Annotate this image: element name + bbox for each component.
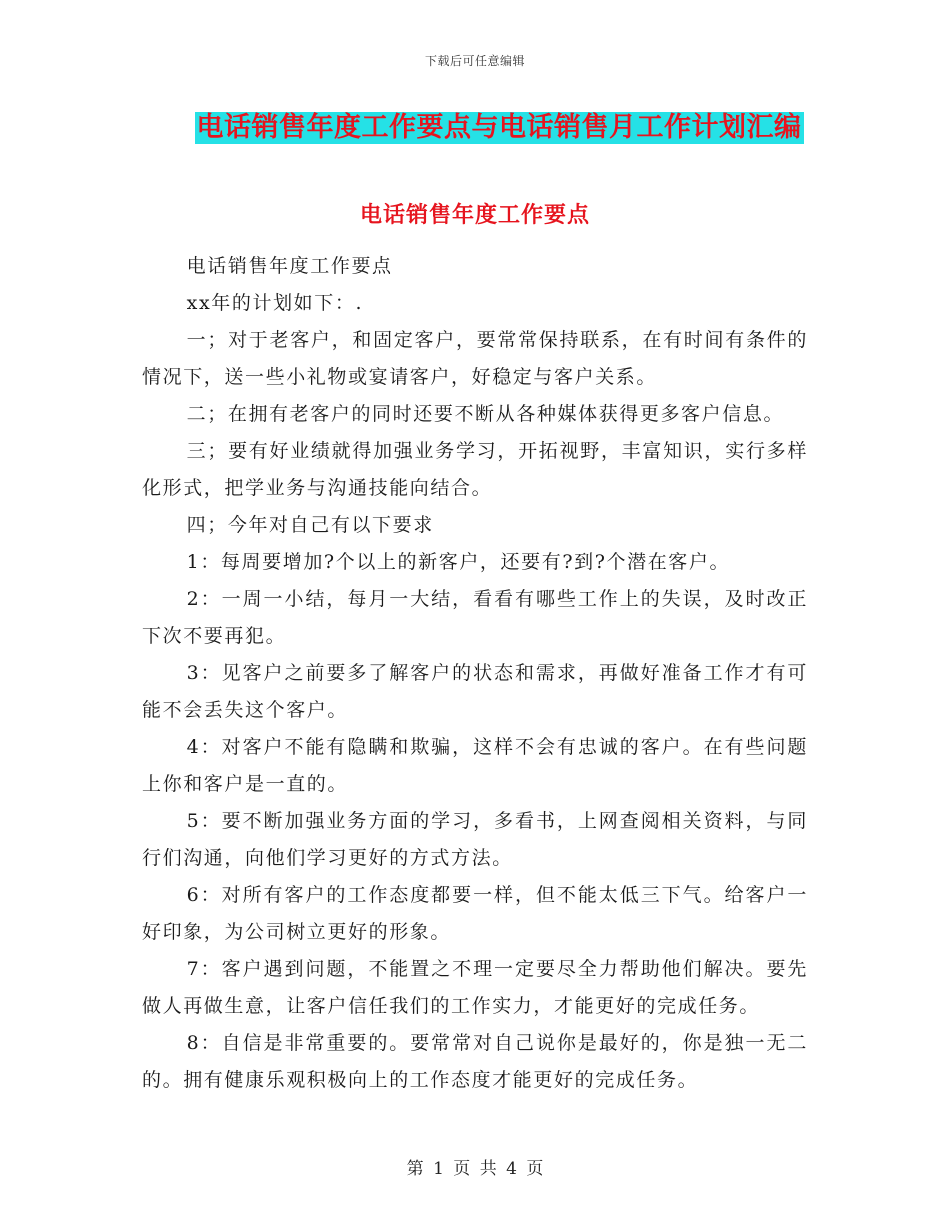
document-body — [142, 248, 808, 1099]
paragraph: 四；今年对自己有以下要求 — [186, 514, 434, 536]
paragraph: 4：对客户不能有隐瞒和欺骗，这样不会有忠诚的客户。在有些问题上你和客户是一直的。 — [142, 736, 808, 795]
paragraph: 8：自信是非常重要的。要常常对自己说你是最好的，你是独一无二的。拥有健康乐观积极向上的工作态度才能更好的完成任务。 — [142, 1032, 808, 1091]
paragraph: 3：见客户之前要多了解客户的状态和需求，再做好准备工作才有可能不会丢失这个客户。 — [142, 662, 808, 721]
paragraph: xx年的计划如下：. — [186, 292, 364, 314]
paragraph: 2：一周一小结，每月一大结，看看有哪些工作上的失误，及时改正下次不要再犯。 — [142, 588, 808, 647]
paragraph: 1：每周要增加?个以上的新客户，还要有?到?个潜在客户。 — [186, 551, 731, 573]
header-note: 下载后可任意编辑 — [424, 54, 525, 68]
document-title-container — [0, 112, 950, 144]
section-title: 电话销售年度工作要点 — [359, 203, 590, 228]
document-title: 电话销售年度工作要点与电话销售月工作计划汇编 — [196, 112, 802, 143]
paragraph: 一；对于老客户，和固定客户，要常常保持联系，在有时间有条件的情况下，送一些小礼物或宴请客户，好稳定与客户关系。 — [142, 329, 808, 388]
paragraph: 二；在拥有老客户的同时还要不断从各种媒体获得更多客户信息。 — [186, 403, 785, 425]
paragraph: 7：客户遇到问题，不能置之不理一定要尽全力帮助他们解决。要先做人再做生意，让客户信任我们的工作实力，才能更好的完成任务。 — [142, 958, 808, 1017]
paragraph: 6：对所有客户的工作态度都要一样，但不能太低三下气。给客户一好印象，为公司树立更好的形象。 — [142, 884, 808, 943]
paragraph: 三；要有好业绩就得加强业务学习，开拓视野，丰富知识，实行多样化形式，把学业务与沟通技能向结合。 — [142, 440, 808, 499]
paragraph: 电话销售年度工作要点 — [186, 255, 393, 277]
paragraph: 5：要不断加强业务方面的学习，多看书，上网查阅相关资料，与同行们沟通，向他们学习更好的方式方法。 — [142, 810, 808, 869]
page-footer: 第 1 页 共 4 页 — [406, 1159, 544, 1179]
